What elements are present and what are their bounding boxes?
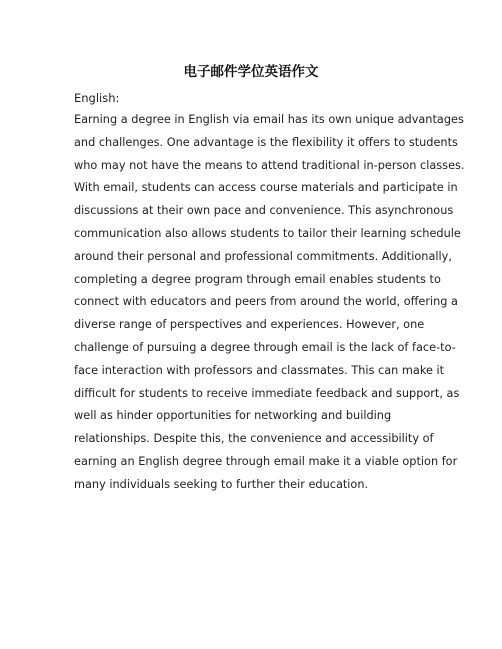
document-title: 电子邮件学位英语作文 (183, 64, 319, 80)
paragraph-line: communication also allows students to tailor their learning schedule (74, 226, 461, 240)
essay-paragraph (74, 109, 465, 497)
paragraph-line: and challenges. One advantage is the flexibility it offers to students (74, 135, 458, 149)
paragraph-line: Earning a degree in English via email has its own unique advantages (74, 113, 464, 126)
paragraph-line: With email, students can access course materials and participate in (74, 181, 458, 195)
paragraph-line: around their personal and professional commitments. Additionally, (74, 249, 452, 263)
paragraph-line: earning an English degree through email make it a viable option for (74, 454, 458, 468)
paragraph-line: who may not have the means to attend traditional in-person classes. (74, 158, 465, 172)
section-label-english: English: (74, 91, 120, 105)
paragraph-line: discussions at their own pace and convenience. This asynchronous (74, 204, 454, 218)
paragraph-line: challenge of pursuing a degree through email is the lack of face-to- (74, 340, 456, 354)
paragraph-line: well as hinder opportunities for networking and building (74, 409, 392, 423)
paragraph-line: connect with educators and peers from around the world, offering a (74, 295, 458, 309)
paragraph-line: diverse range of perspectives and experiences. However, one (74, 318, 425, 332)
paragraph-line: face interaction with professors and classmates. This can make it (74, 363, 445, 377)
paragraph-line: completing a degree program through email enables students to (74, 272, 441, 286)
paragraph-line: many individuals seeking to further their education. (74, 477, 369, 491)
paragraph-line: relationships. Despite this, the convenience and accessibility of (74, 432, 434, 446)
paragraph-line: difficult for students to receive immediate feedback and support, as (74, 386, 460, 400)
